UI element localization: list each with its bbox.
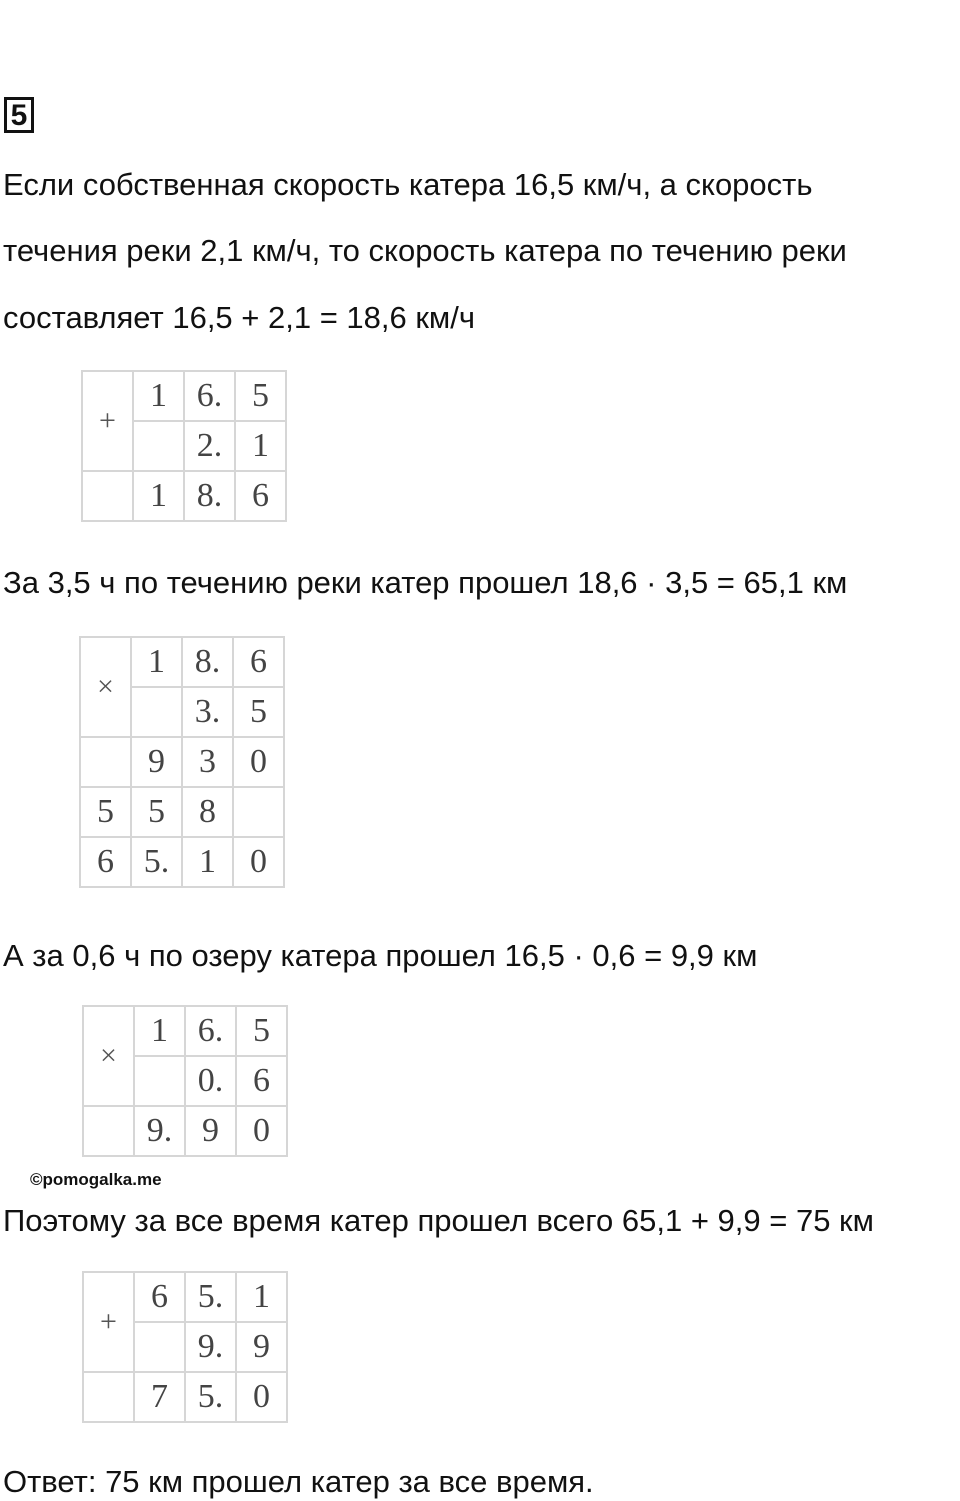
digit-cell: [83, 1106, 134, 1156]
digit-cell: 1: [131, 637, 182, 687]
text-line-2: течения реки 2,1 км/ч, то скорость катера по течению реки: [3, 233, 847, 268]
plus-sign: +: [83, 1272, 134, 1372]
digit-cell: 7: [134, 1372, 185, 1422]
digit-cell: 8.: [184, 471, 235, 521]
addition-calc-1: [81, 370, 287, 522]
answer-line: Ответ: 75 км прошел катер за все время.: [3, 1464, 594, 1499]
text-line-1: Если собственная скорость катера 16,5 км/ч, а скорость: [3, 167, 813, 202]
digit-cell: [134, 1056, 185, 1106]
digit-cell: 1: [235, 421, 286, 471]
times-sign: ×: [83, 1006, 134, 1106]
digit-cell: 6: [80, 837, 131, 887]
digit-cell: 8.: [182, 637, 233, 687]
digit-cell: 1: [133, 471, 184, 521]
digit-cell: 5: [233, 687, 284, 737]
digit-cell: 9: [185, 1106, 236, 1156]
digit-cell: 6: [134, 1272, 185, 1322]
digit-cell: 6: [233, 637, 284, 687]
digit-cell: 5: [131, 787, 182, 837]
digit-cell: 0: [233, 737, 284, 787]
digit-cell: 5: [80, 787, 131, 837]
multiplication-calc-2: [82, 1005, 288, 1157]
digit-cell: 1: [182, 837, 233, 887]
digit-cell: 0.: [185, 1056, 236, 1106]
digit-cell: 0: [233, 837, 284, 887]
digit-cell: 8: [182, 787, 233, 837]
digit-cell: 0: [236, 1372, 287, 1422]
task-number: 5: [4, 97, 34, 133]
text-line-3: составляет 16,5 + 2,1 = 18,6 км/ч: [3, 300, 476, 335]
digit-cell: 9.: [134, 1106, 185, 1156]
plus-sign: +: [82, 371, 133, 471]
addition-calc-2: [82, 1271, 288, 1423]
digit-cell: 5.: [185, 1272, 236, 1322]
watermark: ©pomogalka.me: [30, 1170, 162, 1189]
digit-cell: 9.: [185, 1322, 236, 1372]
digit-cell: 6.: [185, 1006, 236, 1056]
digit-cell: 1: [236, 1272, 287, 1322]
digit-cell: 3.: [182, 687, 233, 737]
digit-cell: [83, 1372, 134, 1422]
digit-cell: 5: [235, 371, 286, 421]
digit-cell: 9: [131, 737, 182, 787]
times-sign: ×: [80, 637, 131, 737]
digit-cell: 2.: [184, 421, 235, 471]
digit-cell: [131, 687, 182, 737]
digit-cell: 5.: [131, 837, 182, 887]
digit-cell: 3: [182, 737, 233, 787]
digit-cell: 1: [134, 1006, 185, 1056]
digit-cell: [80, 737, 131, 787]
text-line-4: За 3,5 ч по течению реки катер прошел 18,6 · 3,5 = 65,1 км: [3, 565, 848, 600]
digit-cell: 0: [236, 1106, 287, 1156]
digit-cell: 6: [236, 1056, 287, 1106]
digit-cell: 5: [236, 1006, 287, 1056]
text-line-6: Поэтому за все время катер прошел всего 65,1 + 9,9 = 75 км: [3, 1203, 874, 1238]
digit-cell: 5.: [185, 1372, 236, 1422]
digit-cell: [82, 471, 133, 521]
digit-cell: [233, 787, 284, 837]
digit-cell: 9: [236, 1322, 287, 1372]
multiplication-calc-1: [79, 636, 285, 888]
digit-cell: [133, 421, 184, 471]
text-line-5: А за 0,6 ч по озеру катера прошел 16,5 · 0,6 = 9,9 км: [3, 938, 758, 973]
digit-cell: 6.: [184, 371, 235, 421]
digit-cell: 1: [133, 371, 184, 421]
digit-cell: [134, 1322, 185, 1372]
digit-cell: 6: [235, 471, 286, 521]
